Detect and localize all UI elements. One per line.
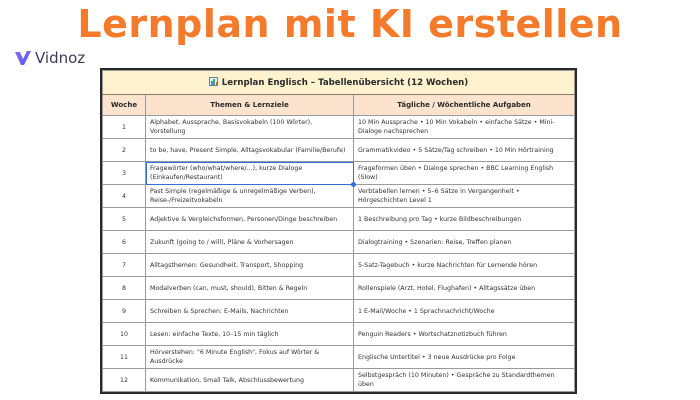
cell-topics[interactable]: Past Simple (regelmäßige & unregelmäßige Verben), Reise-/Freizeitvokabeln	[146, 185, 354, 208]
cell-tasks[interactable]: 5-Satz-Tagebuch • kurze Nachrichten für Lernende hören	[354, 254, 575, 277]
cell-tasks[interactable]: Verbtabellen lernen • 5–6 Sätze in Vergangenheit • Hörgeschichten Level 1	[354, 185, 575, 208]
cell-tasks[interactable]: Englische Untertitel • 3 neue Ausdrücke pro Folge	[354, 346, 575, 369]
cell-topics[interactable]: Lesen: einfache Texte, 10–15 min täglich	[146, 323, 354, 346]
cell-week[interactable]: 3	[103, 162, 146, 185]
cell-topics[interactable]: Kommunikation, Small Talk, Abschlussbewertung	[146, 369, 354, 392]
cell-topics[interactable]: Alltagsthemen: Gesundheit, Transport, Shopping	[146, 254, 354, 277]
cell-topics[interactable]: Adjektive & Vergleichsformen, Personen/Dinge beschreiben	[146, 208, 354, 231]
cell-week[interactable]: 6	[103, 231, 146, 254]
table-title: Lernplan Englisch – Tabellenübersicht (12 Wochen)	[221, 78, 469, 88]
cell-topics[interactable]: Schreiben & Sprechen: E-Mails, Nachrichten	[146, 300, 354, 323]
column-header-tasks[interactable]: Tägliche / Wöchentliche Aufgaben	[354, 95, 575, 116]
cell-tasks[interactable]: 1 E-Mail/Woche • 1 Sprachnachricht/Woche	[354, 300, 575, 323]
table-row	[103, 323, 575, 346]
cell-topics[interactable]: Hörverstehen: "6 Minute English", Fokus auf Wörter & Ausdrücke	[146, 346, 354, 369]
table-row	[103, 369, 575, 392]
fill-handle[interactable]	[351, 182, 356, 187]
table-row	[103, 346, 575, 369]
brand-name: Vidnoz	[35, 49, 86, 67]
column-header-topics[interactable]: Themen & Lernziele	[146, 95, 354, 116]
cell-tasks[interactable]: Penguin Readers • Wortschatznotizbuch führen	[354, 323, 575, 346]
cell-tasks[interactable]: Frageformen üben • Dialoge sprechen • BBC Learning English (Slow)	[354, 162, 575, 185]
cell-text: Fragewörter (who/what/where/...), kurze Dialoge (Einkaufen/Restaurant)	[150, 165, 303, 181]
cell-week[interactable]: 11	[103, 346, 146, 369]
lernplan-table	[100, 68, 577, 394]
cell-tasks[interactable]: Rollenspiele (Arzt, Hotel, Flughafen) • Alltagssätze üben	[354, 277, 575, 300]
cell-week[interactable]: 7	[103, 254, 146, 277]
cell-tasks[interactable]: Dialogtraining • Szenarien: Reise, Treffen planen	[354, 231, 575, 254]
table-row	[103, 300, 575, 323]
cell-week[interactable]: 10	[103, 323, 146, 346]
cell-topics[interactable]: to be, have, Present Simple, Alltagsvokabular (Familie/Berufe)	[146, 139, 354, 162]
cell-week[interactable]: 9	[103, 300, 146, 323]
table-row	[103, 254, 575, 277]
cell-week[interactable]: 5	[103, 208, 146, 231]
cell-tasks[interactable]: Selbstgespräch (10 Minuten) • Gespräche zu Standardthemen üben	[354, 369, 575, 392]
table-row	[103, 116, 575, 139]
cell-tasks[interactable]: Grammatikvideo • 5 Sätze/Tag schreiben • 10 Min Hörtraining	[354, 139, 575, 162]
bar-chart-icon	[209, 77, 218, 86]
cell-topics-selected[interactable]	[146, 162, 354, 185]
cell-topics[interactable]: Zukunft (going to / will), Pläne & Vorhersagen	[146, 231, 354, 254]
page-headline: Lernplan mit KI erstellen	[77, 2, 623, 46]
cell-week[interactable]: 12	[103, 369, 146, 392]
table-row	[103, 139, 575, 162]
column-header-week[interactable]: Woche	[103, 95, 146, 116]
cell-topics[interactable]: Alphabet, Aussprache, Basisvokabeln (100 Wörter), Vorstellung	[146, 116, 354, 139]
cell-tasks[interactable]: 1 Beschreibung pro Tag • kurze Bildbeschreibungen	[354, 208, 575, 231]
cell-week[interactable]: 4	[103, 185, 146, 208]
table-row	[103, 162, 575, 185]
cell-week[interactable]: 1	[103, 116, 146, 139]
table-title-cell[interactable]	[103, 71, 575, 95]
cell-tasks[interactable]: 10 Min Aussprache • 10 Min Vokabeln • einfache Sätze • Mini-Dialoge nachsprechen	[354, 116, 575, 139]
table-row	[103, 277, 575, 300]
table-row	[103, 185, 575, 208]
table-row	[103, 231, 575, 254]
cell-topics[interactable]: Modalverben (can, must, should), Bitten & Regeln	[146, 277, 354, 300]
cell-week[interactable]: 8	[103, 277, 146, 300]
table-row	[103, 208, 575, 231]
vidnoz-logo-icon	[14, 50, 32, 66]
cell-week[interactable]: 2	[103, 139, 146, 162]
brand	[14, 49, 85, 67]
